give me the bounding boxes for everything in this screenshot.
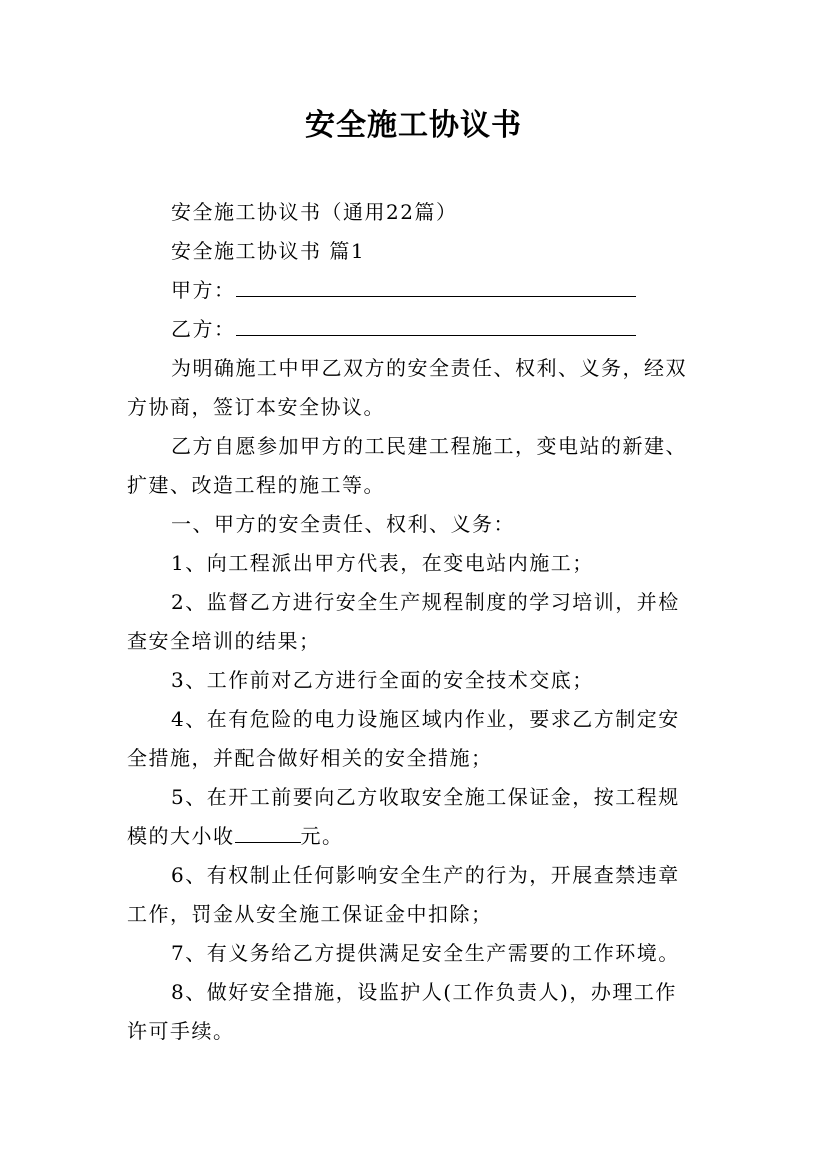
party-b-line — [171, 310, 771, 349]
list-item-continuation: 全措施，并配合做好相关的安全措施； — [127, 746, 493, 770]
list-item: 3、工作前对乙方进行全面的安全技术交底； — [171, 668, 594, 692]
party-a-blank — [236, 276, 636, 297]
paragraph-line: 为明确施工中甲乙双方的安全责任、权利、义务，经双 — [171, 356, 687, 380]
list-item-continuation: 查安全培训的结果； — [127, 629, 321, 653]
list-item: 5、在开工前要向乙方收取安全施工保证金，按工程规 — [171, 785, 680, 809]
party-a-line — [171, 271, 771, 310]
list-item-continuation — [127, 817, 727, 856]
amount-blank — [235, 822, 301, 843]
list-item-continuation: 工作，罚金从安全施工保证金中扣除； — [127, 902, 493, 926]
list-item: 1、向工程派出甲方代表，在变电站内施工； — [171, 551, 594, 575]
document-subtitle: 安全施工协议书（通用22篇） — [171, 200, 458, 224]
amount-prefix: 模的大小收 — [127, 824, 235, 848]
list-item: 8、做好安全措施，设监护人(工作负责人)，办理工作 — [171, 980, 677, 1004]
paragraph-line: 扩建、改造工程的施工等。 — [127, 473, 385, 497]
section-heading: 安全施工协议书 篇1 — [171, 239, 366, 263]
list-item: 2、监督乙方进行安全生产规程制度的学习培训，并检 — [171, 590, 680, 614]
party-a-label: 甲方： — [171, 278, 236, 302]
document-title: 安全施工协议书 — [305, 108, 522, 143]
list-item-continuation: 许可手续。 — [127, 1019, 235, 1043]
party-b-label: 乙方： — [171, 317, 236, 341]
list-item: 4、在有危险的电力设施区域内作业，要求乙方制定安 — [171, 707, 680, 731]
list-item: 6、有权制止任何影响安全生产的行为，开展查禁违章 — [171, 863, 680, 887]
paragraph-line: 方协商，签订本安全协议。 — [127, 395, 385, 419]
list-item: 7、有义务给乙方提供满足安全生产需要的工作环境。 — [171, 941, 680, 965]
paragraph-line: 乙方自愿参加甲方的工民建工程施工，变电站的新建、 — [171, 434, 687, 458]
party-b-blank — [236, 315, 636, 336]
amount-suffix: 元。 — [300, 824, 344, 848]
section-subheading: 一、甲方的安全责任、权利、义务： — [171, 512, 515, 536]
